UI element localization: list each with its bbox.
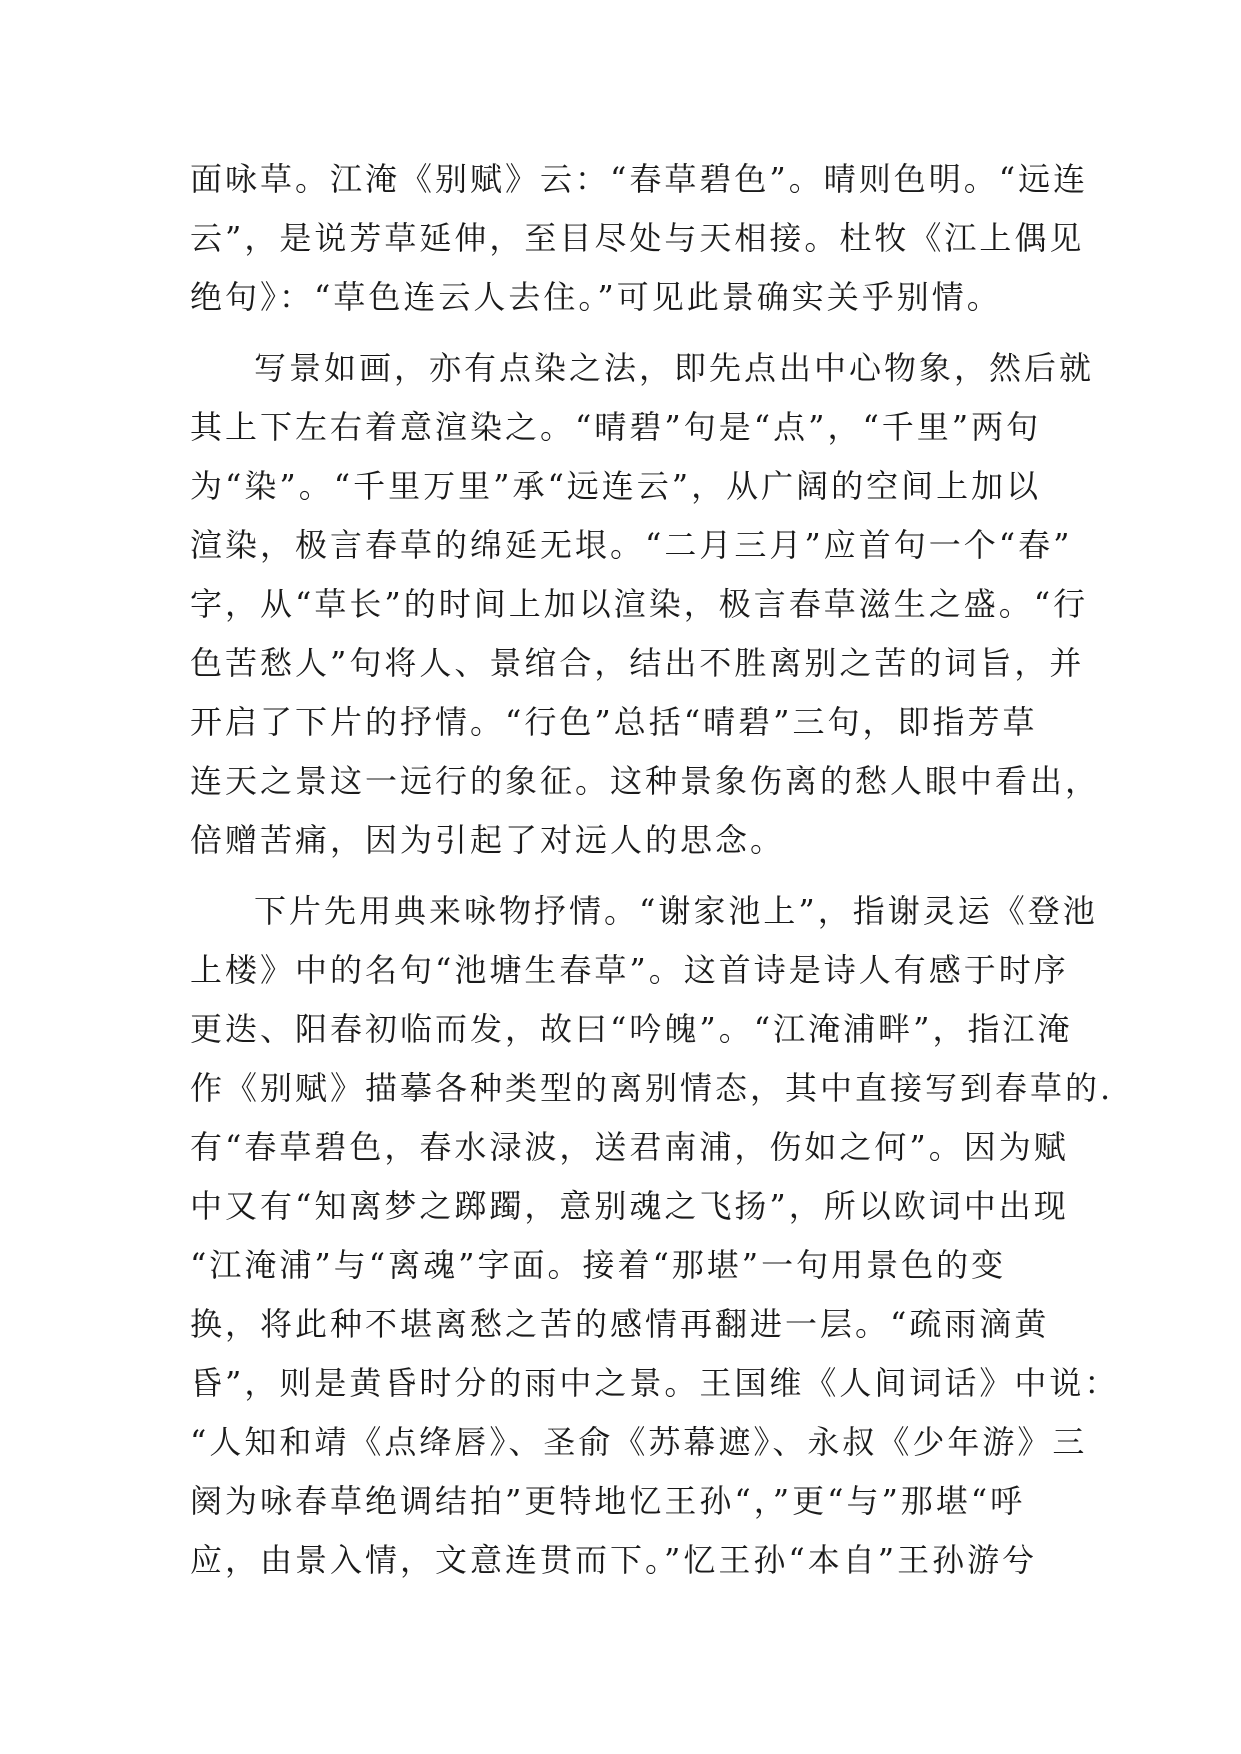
text-line: 连天之景这一远行的象征。这种景象伤离的愁人眼中看出， xyxy=(190,762,1101,800)
text-line: “江淹浦”与“离魂”字面。接着“那堪”一句用景色的变 xyxy=(190,1246,1007,1284)
text-line: 面咏草。江淹《别赋》云：“春草碧色”。晴则色明。“远连 xyxy=(190,160,1089,198)
text-line: 下片先用典来咏物抒情。“谢家池上”，指谢灵运《登池 xyxy=(254,892,1098,930)
text-line: 应，由景入情，文意连贯而下。”忆王孙“本自”王孙游兮 xyxy=(190,1541,1038,1579)
text-line: 色苦愁人”句将人、景绾合，结出不胜离别之苦的词旨，并 xyxy=(190,644,1085,682)
text-line: “人知和靖《点绛唇》、圣俞《苏幕遮》、永叔《少年游》三 xyxy=(190,1423,1088,1461)
text-line: 其上下左右着意渲染之。“晴碧”句是“点”，“千里”两句 xyxy=(190,408,1042,446)
text-line: 写景如画，亦有点染之法，即先点出中心物象，然后就 xyxy=(254,349,1095,387)
text-line: 云”，是说芳草延伸，至目尽处与天相接。杜牧《江上偶见 xyxy=(190,219,1085,257)
text-line: 昏”，则是黄昏时分的雨中之景。王国维《人间词话》中说： xyxy=(190,1364,1120,1402)
paragraph-1 xyxy=(190,150,1089,327)
text-line: 绝句》：“草色连云人去住。”可见此景确实关乎别情。 xyxy=(190,278,1002,316)
text-line: 为“染”。“千里万里”承“远连云”，从广阔的空间上加以 xyxy=(190,467,1042,505)
paragraph-3 xyxy=(190,882,1120,1590)
text-line: 换，将此种不堪离愁之苦的感情再翻进一层。“疏雨滴黄 xyxy=(190,1305,1050,1343)
text-line: 上楼》中的名句“池塘生春草”。这首诗是诗人有感于时序 xyxy=(190,951,1069,989)
document-body xyxy=(190,150,1120,1590)
text-line: 渲染，极言春草的绵延无垠。“二月三月”应首句一个“春” xyxy=(190,526,1073,564)
text-line: 开启了下片的抒情。“行色”总括“晴碧”三句，即指芳草 xyxy=(190,703,1038,741)
text-line: 中又有“知离梦之踯躅，意别魂之飞扬”，所以欧词中出现 xyxy=(190,1187,1069,1225)
text-line: 作《别赋》描摹各种类型的离别情态，其中直接写到春草的. xyxy=(190,1069,1114,1107)
text-line: 阕为咏春草绝调结拍”更特地忆王孙“，”更“与”那堪“呼 xyxy=(190,1482,1026,1520)
text-line: 倍赠苦痛，因为引起了对远人的思念。 xyxy=(190,821,786,859)
text-line: 更迭、阳春初临而发，故曰“吟魄”。“江淹浦畔”，指江淹 xyxy=(190,1010,1073,1048)
text-line: 有“春草碧色，春水渌波，送君南浦，伤如之何”。因为赋 xyxy=(190,1128,1069,1166)
text-line: 字，从“草长”的时间上加以渲染，极言春草滋生之盛。“行 xyxy=(190,585,1089,623)
paragraph-2 xyxy=(190,339,1101,870)
